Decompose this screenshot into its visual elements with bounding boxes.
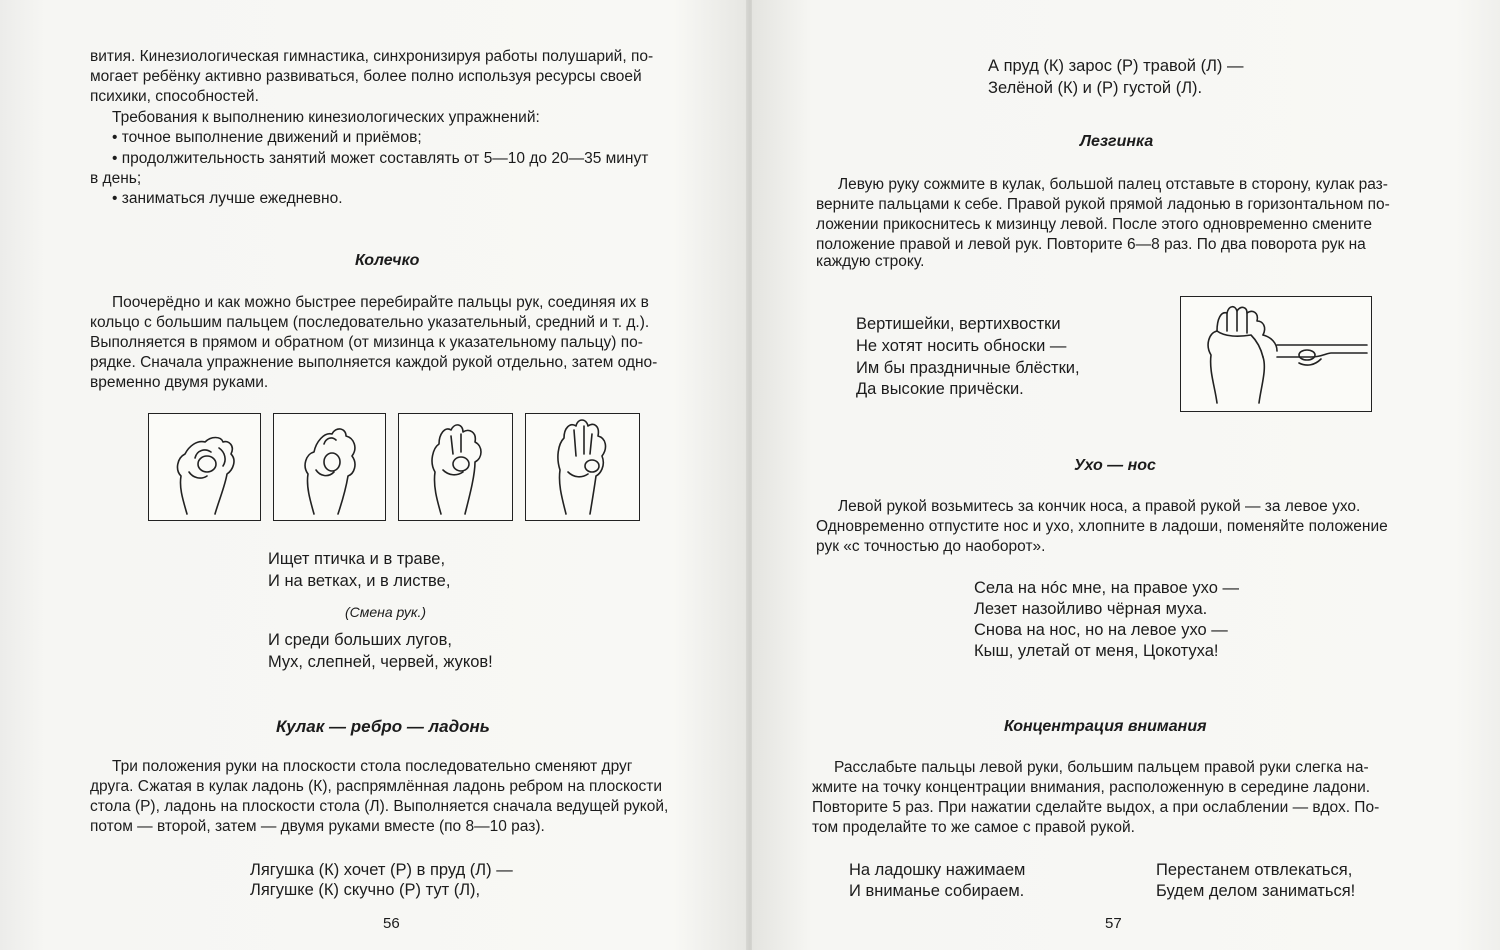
verse-line: Лезет назойливо чёрная муха. [974,600,1208,618]
verse-line: Будем делом заниматься! [1156,882,1356,900]
paragraph-line: кольцо с большим пальцем (последовательно указательный, средний и т. д.). [90,314,650,331]
paragraph-line: рук «с точностью до наоборот». [816,538,1046,555]
paragraph-line: Поочерёдно и как можно быстрее перебирайте пальцы рук, соединяя их в [112,294,649,311]
verse-line: Села на нóс мне, на правое ухо — [974,579,1239,597]
verse-note: (Смена рук.) [345,604,427,620]
paragraph-line: жмите на точку концентрации внимания, расположенную в середине ладони. [812,779,1371,796]
page-number: 57 [1105,915,1122,932]
list-item: • заниматься лучше ежедневно. [112,190,343,207]
section-title-lezginka: Лезгинка [1080,133,1154,150]
verse-line: На ладошку нажимаем [849,861,1026,879]
verse-line: А пруд (К) зарос (Р) травой (Л) — [988,57,1244,75]
paragraph-line: верните пальцами к себе. Правой рукой прямой ладонью в горизонтальном по- [816,196,1390,213]
paragraph-line: Повторите 5 раз. При нажатии сделайте выдох, а при ослаблении — вдох. По- [812,799,1380,816]
section-title-ukho-nos: Ухо — нос [1074,457,1156,474]
verse-line: Перестанем отвлекаться, [1156,861,1353,879]
left-page [0,0,748,950]
paragraph-line: Левой рукой возьмитесь за кончик носа, а правой рукой — за левое ухо. [838,498,1361,515]
section-title-kolechko: Колечко [355,252,420,269]
paragraph-line: том проделайте то же самое с правой рукой. [812,819,1135,836]
verse-line: Вертишейки, вертихвостки [856,315,1061,333]
intro-line: психики, способностей. [90,88,259,105]
list-item: • продолжительность занятий может составлять от 5—10 до 20—35 минут [112,150,649,167]
paragraph-line: каждую строку. [816,253,925,270]
verse-line: Снова на нос, но на левое ухо — [974,621,1228,639]
paragraph-line: временно двумя руками. [90,374,269,391]
verse-line: Да высокие причёски. [856,380,1024,398]
fist-palm-touch-icon [1180,296,1372,412]
paragraph-line: Расслабьте пальцы левой руки, большим пальцем правой руки слегка на- [834,759,1369,776]
list-item: • точное выполнение движений и приёмов; [112,129,422,146]
intro-line: вития. Кинезиологическая гимнастика, синхронизируя работы полушарий, по- [90,48,654,65]
verse-line: И на ветках, и в листве, [268,572,451,590]
section-title-kulak: Кулак — ребро — ладонь [276,717,490,736]
paragraph-line: Левую руку сожмите в кулак, большой палец отставьте в сторону, кулак раз- [838,176,1388,193]
paragraph-line: положение правой и левой рук. Повторите 6—8 раз. По два поворота рук на [816,236,1366,253]
paragraph-line: стола (Р), ладонь на плоскости стола (Л). Выполняется сначала ведущей рукой, [90,798,669,815]
verse-line: Кыш, улетай от меня, Цокотуха! [974,642,1219,660]
paragraph-line: потом — второй, затем — двумя руками вместе (по 8—10 раз). [90,818,545,835]
verse-line: И вниманье собираем. [849,882,1025,900]
verse-line: Ищет птичка и в траве, [268,550,446,568]
paragraph-line: Три положения руки на плоскости стола последовательно сменяют друг [112,758,633,775]
verse-line: Им бы праздничные блёстки, [856,359,1080,377]
hand-ring-pinky-icon [525,413,640,521]
verse-line: Зелёной (К) и (Р) густой (Л). [988,79,1203,97]
hand-ring-middle-icon [273,413,386,521]
paragraph-line: ложении прикоснитесь к мизинцу левой. После этого одновременно смените [816,216,1372,233]
verse-line: Мух, слепней, червей, жуков! [268,653,493,671]
paragraph-line: Одновременно отпустите нос и ухо, хлопните в ладоши, поменяйте положение [816,518,1388,535]
page-number: 56 [383,915,400,932]
list-item-continuation: в день; [90,170,142,187]
intro-line: Требования к выполнению кинезиологических упражнений: [112,109,540,126]
section-title-koncentraciya: Концентрация внимания [1004,718,1207,735]
paragraph-line: рядке. Сначала упражнение выполняется каждой рукой отдельно, затем одно- [90,354,658,371]
verse-line: Лягушке (К) скучно (Р) тут (Л), [250,881,481,899]
hand-ring-ring-icon [398,413,513,521]
intro-line: могает ребёнку активно развиваться, более полно используя ресурсы своей [90,68,642,85]
paragraph-line: Выполняется в прямом и обратном (от мизинца к указательному пальцу) по- [90,334,643,351]
right-page [752,0,1500,950]
verse-line: Не хотят носить обноски — [856,337,1067,355]
hand-ring-index-icon [148,413,261,521]
verse-line: Лягушка (К) хочет (Р) в пруд (Л) — [250,861,513,879]
verse-line: И среди больших лугов, [268,631,452,649]
paragraph-line: друга. Сжатая в кулак ладонь (К), распрямлённая ладонь ребром на плоскости [90,778,663,795]
